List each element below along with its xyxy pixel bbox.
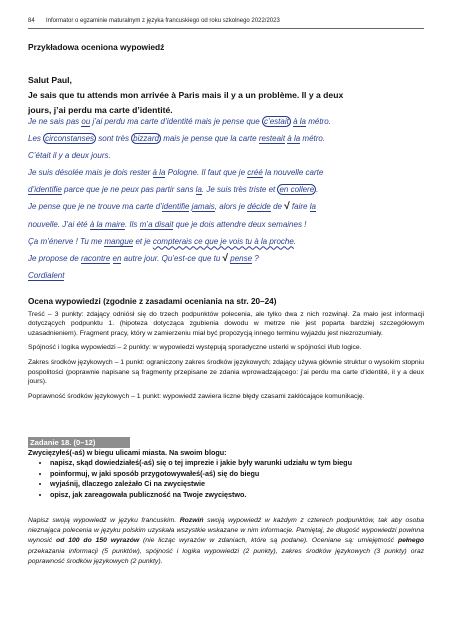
checkmark-icon: √ bbox=[222, 252, 229, 264]
error-mark: pense bbox=[230, 253, 253, 263]
running-title: Informator o egzaminie maturalnym z języka francuskiego od roku szkolnego 2022/2023 bbox=[46, 18, 280, 24]
text: parce que je ne peux pas partir sans bbox=[61, 185, 196, 195]
text: Pologne. Il faut que je bbox=[165, 168, 248, 178]
error-mark: racontre bbox=[80, 253, 111, 263]
answer-line bbox=[28, 130, 424, 147]
text: Je pense que je ne trouve ma carte d’ bbox=[28, 202, 162, 212]
letter-line: Je sais que tu attends mon arrivée à Paris mais il y a un problème. Il y a deux bbox=[28, 90, 344, 101]
error-mark: jamais bbox=[191, 202, 215, 212]
assessment-title: Ocena wypowiedzi (zgodnie z zasadami oceniania na str. 20–24) bbox=[28, 297, 277, 306]
task-instruction bbox=[28, 516, 424, 567]
error-mark: à la bbox=[152, 168, 166, 178]
text: swoją wypowiedź w każdym z czterech podpunktów, tak aby osoba nieznająca polecenia w języku polskim uzyskała wszystkie wskazane w nim informacje. Pamiętaj, że długość wypowiedzi powinna wynosić bbox=[28, 517, 424, 545]
error-mark: Cordialent bbox=[28, 270, 65, 280]
text: métro. bbox=[300, 134, 326, 144]
text: la nouvelle carte bbox=[262, 168, 324, 178]
text: . bbox=[293, 236, 297, 246]
error-mark: créé bbox=[247, 168, 263, 178]
error-mark: la bbox=[309, 202, 316, 212]
text: Je propose de bbox=[28, 253, 81, 263]
running-header bbox=[28, 18, 424, 24]
text: ? bbox=[252, 253, 259, 263]
answer-line bbox=[28, 181, 424, 198]
assessment-accuracy: Poprawność środków językowych – 1 punkt: wypowiedź zawiera liczne błędy czasami zakłócające komunikację. bbox=[28, 392, 365, 400]
text: faire bbox=[289, 202, 310, 212]
error-mark: identifie bbox=[161, 202, 190, 212]
text: de bbox=[270, 202, 285, 212]
student-answer bbox=[28, 113, 424, 284]
error-mark: décide bbox=[247, 202, 271, 212]
assessment-coherence: Spójność i logika wypowiedzi – 2 punkty: w wypowiedzi występują sporadyczne usterki w spójności i/lub logice. bbox=[28, 344, 362, 352]
text: que je dois attendre deux semaines ! bbox=[173, 219, 307, 229]
answer-line bbox=[28, 216, 424, 233]
text: et je bbox=[133, 236, 153, 246]
text: Ça m’énerve ! Tu me bbox=[28, 236, 105, 246]
task-bullet: • poinformuj, w jaki sposób przygotowywałeś(-aś) się do biegu bbox=[50, 469, 424, 479]
assessment-range: Zakres środków językowych – 1 punkt: ograniczony zakres środków językowych; zdający używa głównie struktur o wysokim stopniu pospolitości (poprawnie napisane są fragmenty przepisane ze zdania wprowadzającego: j’ai perdu ma carte d’identité, il y a deux jours). bbox=[28, 358, 424, 386]
text: Je ne sais pas bbox=[28, 117, 82, 126]
error-circle: circonstanses bbox=[45, 134, 95, 144]
error-wavy: compterais ce que je vois tu à la proche bbox=[152, 236, 294, 246]
assessment-content: Treść – 3 punkty: zdający odniósł się do trzech podpunktów polecenia, ale tylko dwa z nich rozwinął. Za mało jest informacji dotyczących podpunktu 1. (hipoteza dotycząca zgubienia dowodu w metrze nie jest poparta bardziej szczegółowym uzasadnieniem). Fragment pracy, który w zamierzeniu miał być propozycją innego terminu wyjazdu jest niezrozumiały. bbox=[28, 310, 424, 337]
error-mark: en bbox=[112, 253, 122, 263]
answer-line bbox=[28, 198, 424, 215]
task-label: Zadanie 18. (0–12) bbox=[28, 437, 130, 448]
text-bold: pełnego bbox=[397, 537, 425, 545]
text: (nie licząc wyrazów w zdaniach, które są podane). Oceniane są: umiejętność bbox=[139, 537, 398, 545]
letter-line: jours, j’ai perdu ma carte d’identité. bbox=[28, 105, 173, 116]
error-circle: en collere bbox=[279, 185, 315, 195]
error-mark: d’identifie bbox=[28, 185, 62, 195]
answer-line: C’était il y a deux jours. bbox=[28, 151, 111, 161]
page-number: 84 bbox=[28, 18, 35, 24]
text-bold: Rozwiń bbox=[179, 517, 204, 524]
error-mark: la bbox=[195, 185, 202, 195]
letter-greeting: Salut Paul, bbox=[28, 75, 72, 85]
section-title: Przykładowa oceniona wypowiedź bbox=[28, 42, 165, 52]
text: sont très bbox=[96, 134, 132, 144]
text: nouvelle. J’ai été bbox=[28, 219, 90, 229]
error-circle: c’estait bbox=[263, 117, 289, 126]
error-mark: resteait bbox=[258, 134, 286, 144]
error-mark: ou bbox=[81, 117, 91, 126]
answer-line bbox=[28, 164, 424, 181]
text: autre jour. Qu’est-ce que tu bbox=[121, 253, 223, 263]
text-bold: od 100 do 150 wyrazów bbox=[56, 537, 140, 545]
text: Je suis désolée mais je dois rester bbox=[28, 168, 153, 178]
answer-line bbox=[28, 267, 424, 284]
task-bullets bbox=[28, 458, 424, 500]
task-intro: Zwycięzyłeś(-aś) w biegu ulicami miasta. Na swoim blogu: bbox=[28, 448, 227, 457]
error-mark: à la bbox=[293, 117, 306, 126]
text: . bbox=[316, 185, 319, 195]
text: Napisz swoją wypowiedź w języku francuskim. bbox=[28, 517, 180, 524]
text: . Ils bbox=[124, 219, 140, 229]
error-mark: mangue bbox=[104, 236, 134, 246]
letter-intro bbox=[28, 73, 424, 119]
task-bullet: • opisz, jak zareagowała publiczność na Twoje zwycięstwo. bbox=[50, 490, 424, 500]
answer-line bbox=[28, 250, 424, 267]
task-bullet: • wyjaśnij, dlaczego zależało Ci na zwycięstwie bbox=[50, 479, 424, 489]
error-mark: à la bbox=[287, 134, 301, 144]
text: mais je pense que la carte bbox=[160, 134, 259, 144]
text: . Je suis très triste et bbox=[201, 185, 278, 195]
text: Les bbox=[28, 134, 44, 144]
error-mark: à la maire bbox=[89, 219, 125, 229]
task-bullet: • napisz, skąd dowiedziałeś(-aś) się o tej imprezie i jakie były warunki udziału w tym biegu bbox=[50, 458, 424, 468]
text: j’ai perdu ma carte d’identité mais je pense que bbox=[90, 117, 262, 126]
answer-line bbox=[28, 233, 424, 250]
error-circle: bizzard bbox=[133, 134, 159, 144]
text: métro. bbox=[305, 117, 331, 126]
text: przekazania informacji (5 punktów), spójność i logika wypowiedzi (2 punkty), zakres środków językowych (3 punkty) oraz poprawność środków językowych (2 punkty). bbox=[28, 547, 424, 565]
assessment bbox=[28, 297, 424, 406]
text: , alors je bbox=[214, 202, 248, 212]
checkmark-icon: √ bbox=[284, 201, 290, 213]
task-prompt bbox=[28, 448, 424, 500]
answer-line bbox=[28, 113, 424, 130]
header-divider bbox=[28, 28, 424, 29]
error-mark: m’a disait bbox=[139, 219, 174, 229]
